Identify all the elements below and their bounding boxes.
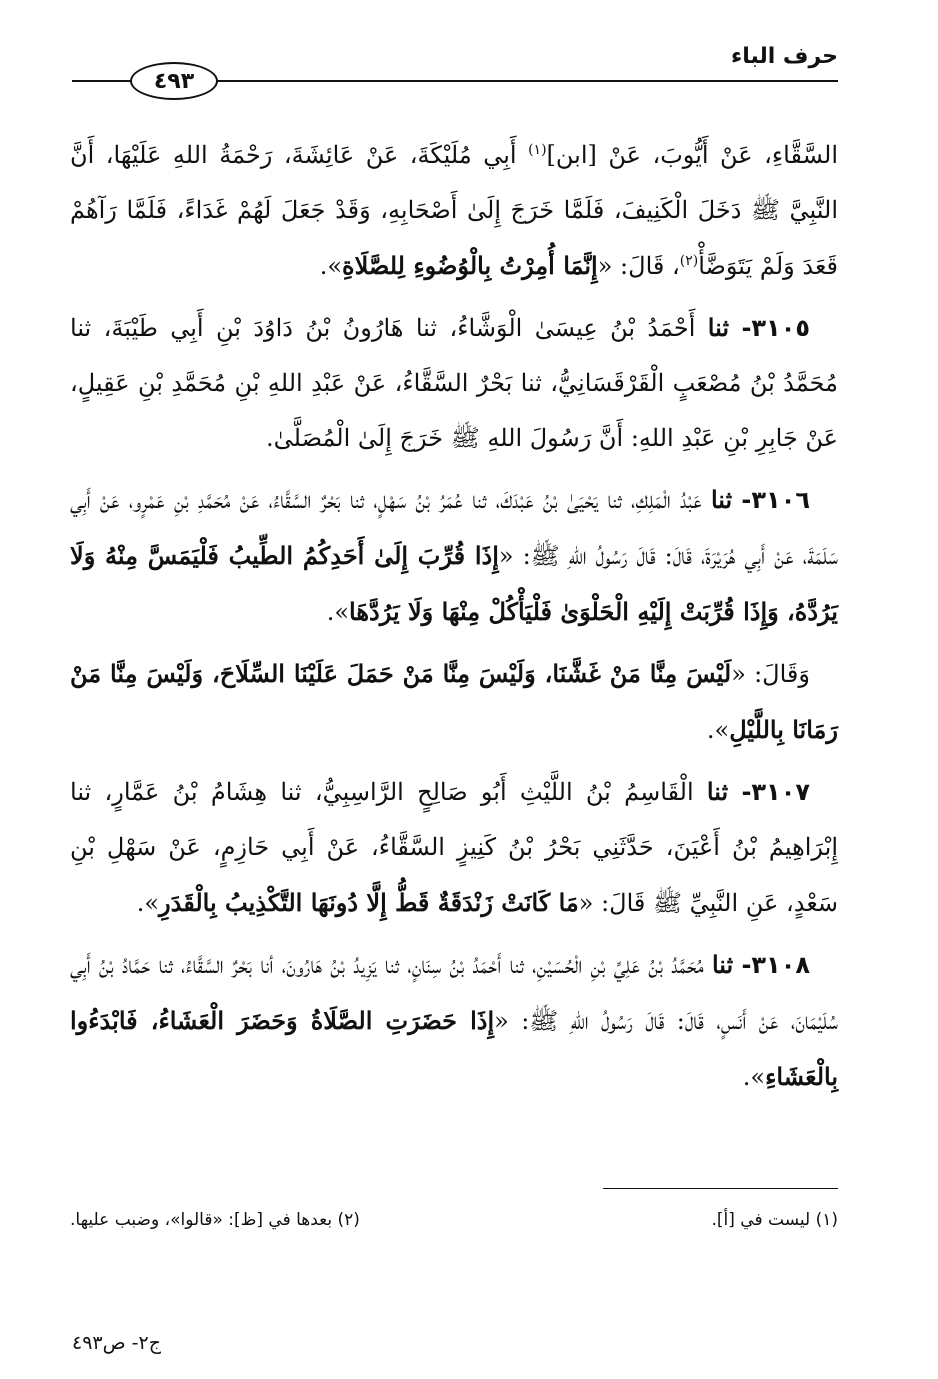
footnote-1: (١) ليست في [أ]. bbox=[711, 1210, 838, 1230]
paragraph-text: السَّقَّاءِ، عَنْ أَيُّوبَ، عَنْ [ابن] bbox=[546, 141, 839, 169]
hadith-text: إِذَا حَضَرَتِ الصَّلَاةُ وَحَضَرَ الْعَشَاءُ، فَابْدَءُوا بِالْعَشَاءِ bbox=[70, 1006, 838, 1091]
page-number-badge: ٤٩٣ bbox=[130, 62, 218, 100]
hadith-number: ٣١٠٥- bbox=[741, 314, 810, 342]
paragraph-text: أَبِي مُلَيْكَةَ، عَنْ عَائِشَةَ، رَحْمَةُ اللهِ عَلَيْهَا، أَنَّ النَّبِيَّ ﷺ دَخَلَ الْكَنِيفَ، فَلَمَّا خَرَجَ إِلَىٰ أَصْحَابِهِ، وَقَدْ جَعَلَ لَهُمْ غَدَاءً، فَلَمَّا رَآهُمْ قَعَدَ وَلَمْ يَتَوَضَّأْ bbox=[70, 141, 838, 280]
hadith-text: إِنَّمَا أُمِرْتُ بِالْوُضُوءِ لِلصَّلَاةِ bbox=[342, 251, 598, 280]
closing-quote: ». bbox=[326, 598, 350, 626]
closing-quote: ». bbox=[742, 1063, 766, 1091]
hadith-number: ٣١٠٦- bbox=[741, 486, 810, 514]
hadith-continuation bbox=[70, 646, 838, 758]
paragraph-text: عَبْدُ الْمَلِكِ، ثنا يَحْيَىٰ بْنُ عَبْدَكَ، ثنا عُمَرُ بْنُ سَهْلٍ، ثنا بَحْرٌ السَّقَّاءُ، عَنْ مُحَمَّدِ بْنِ عَمْرٍو، عَنْ أَبِي سَلَمَةَ، عَنْ أَبِي هُرَيْرَةَ، قَالَ: قَالَ رَسُولُ اللهِ ﷺ: « bbox=[70, 486, 839, 570]
hadith-entry-3106 bbox=[70, 472, 838, 640]
paragraph-text: ، قَالَ: « bbox=[597, 252, 680, 280]
hadith-number: ٣١٠٧- bbox=[741, 778, 810, 806]
paragraph-text: وَقَالَ: « bbox=[731, 660, 810, 688]
hadith-entry-3107 bbox=[70, 764, 838, 931]
hadith-text: لَيْسَ مِنَّا مَنْ غَشَّنَا، وَلَيْسَ مِنَّا مَنْ حَمَلَ عَلَيْنَا السِّلَاحَ، وَلَيْسَ مِنَّا مَنْ رَمَانَا بِاللَّيْلِ bbox=[70, 659, 838, 744]
footnote-2: (٢) بعدها في [ظ]: «قالوا»، وضبب عليها. bbox=[70, 1210, 360, 1230]
hadith-entry-3108 bbox=[70, 937, 838, 1105]
hadith-text: مَا كَانَتْ زَنْدَقَةٌ قَطُّ إِلَّا دُونَهَا التَّكْذِيبُ بِالْقَدَرِ bbox=[159, 888, 579, 917]
footnote-marker-1: (١) bbox=[528, 142, 547, 158]
closing-quote: ». bbox=[136, 889, 160, 917]
closing-quote: ». bbox=[319, 252, 343, 280]
section-title: حرف الباء bbox=[730, 44, 838, 69]
body-text bbox=[70, 128, 838, 1111]
hadith-entry-3105 bbox=[70, 300, 838, 466]
narration-keyword: ثنا bbox=[706, 777, 729, 806]
narration-keyword: ثنا bbox=[707, 313, 730, 342]
paragraph-text: أَحْمَدُ بْنُ عِيسَىٰ الْوَشَّاءُ، ثنا هَارُونُ بْنُ دَاوُدَ بْنِ أَبِي طَيْبَةَ، ثنا مُحَمَّدُ بْنُ مُصْعَبٍ الْقَرْقَسَانِيُّ، ثنا بَحْرٌ السَّقَّاءُ، عَنْ عَبْدِ اللهِ بْنِ مُحَمَّدِ بْنِ عَقِيلٍ، عَنْ جَابِرِ بْنِ عَبْدِ اللهِ: أَنَّ رَسُولَ اللهِ ﷺ خَرَجَ إِلَىٰ الْمُصَلَّىٰ. bbox=[70, 314, 838, 452]
footnotes bbox=[70, 1210, 838, 1230]
hadith-number: ٣١٠٨- bbox=[741, 951, 810, 979]
footnote-marker-2: (٢) bbox=[679, 253, 699, 269]
footer-volume-reference: ج٢- ص٤٩٣ bbox=[72, 1332, 161, 1354]
paragraph-text: مُحَمَّدُ بْنُ عَلِيِّ بْنِ الْحُسَيْنِ، ثنا أَحْمَدُ بْنُ سِنَانٍ، ثنا يَزِيدُ بْنُ هَارُونَ، أنا بَحْرٌ السَّقَّاءُ، ثنا حَمَّادُ بْنُ أَبِي سُلَيْمَانَ، عَنْ أَنَسٍ، قَالَ: قَالَ رَسُولُ اللهِ ﷺ: « bbox=[70, 951, 838, 1035]
paragraph-text: الْقَاسِمُ بْنُ اللَّيْثِ أَبُو صَالِحٍ الرَّاسِبِيُّ، ثنا هِشَامُ بْنُ عَمَّارٍ، ثنا إِبْرَاهِيمُ بْنُ أَعْيَنَ، حَدَّثَنِي بَحْرُ بْنُ كَنِيزٍ السَّقَّاءُ، عَنْ أَبِي حَازِمٍ، عَنْ سَهْلِ بْنِ سَعْدٍ، عَنِ النَّبِيِّ ﷺ قَالَ: « bbox=[70, 778, 839, 917]
narration-keyword: ثنا bbox=[711, 950, 734, 979]
paragraph-continuation bbox=[70, 128, 838, 294]
closing-quote: ». bbox=[706, 716, 730, 744]
hadith-text: إِذَا قُرِّبَ إِلَىٰ أَحَدِكُمُ الطِّيبُ فَلْيَمَسَّ مِنْهُ وَلَا يَرُدَّهُ، وَإِذَا قُرِّبَتْ إِلَيْهِ الْحَلْوَىٰ فَلْيَأْكُلْ مِنْهَا وَلَا يَرُدَّهَا bbox=[70, 541, 838, 626]
footnote-rule bbox=[603, 1188, 838, 1189]
narration-keyword: ثنا bbox=[710, 485, 733, 514]
